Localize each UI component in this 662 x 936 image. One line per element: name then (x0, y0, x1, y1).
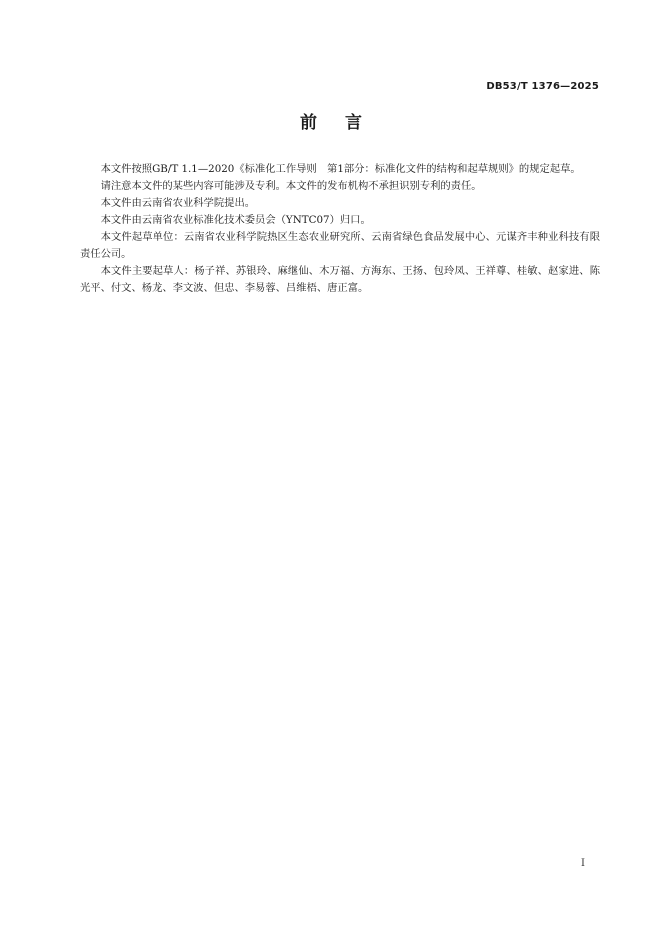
page-number: I (581, 858, 585, 869)
paragraph-committee: 本文件由云南省农业标准化技术委员会（YNTC07）归口。 (100, 214, 371, 226)
paragraph-proposer: 本文件由云南省农业科学院提出。 (100, 197, 256, 209)
preface-body (80, 161, 600, 297)
paragraph-drafting-rules: 本文件按照GB/T 1.1—2020《标准化工作导则 第1部分：标准化文件的结构和起草规则》的规定起草。 (100, 163, 581, 175)
document-code: DB53/T 1376—2025 (486, 81, 599, 92)
page-title: 前言 (300, 113, 390, 133)
paragraph-drafting-units: 本文件起草单位：云南省农业科学院热区生态农业研究所、云南省绿色食品发展中心、元谋齐丰种业科技有限责任公司。 (80, 231, 600, 260)
paragraph-drafters: 本文件主要起草人：杨子祥、苏银玲、麻继仙、木万福、方海东、王扬、包玲凤、王祥尊、桂敏、赵家进、陈光平、付文、杨龙、李文波、但忠、李易蓉、吕维梧、唐正富。 (80, 265, 600, 294)
paragraph-patent-notice: 请注意本文件的某些内容可能涉及专利。本文件的发布机构不承担识别专利的责任。 (100, 180, 482, 192)
